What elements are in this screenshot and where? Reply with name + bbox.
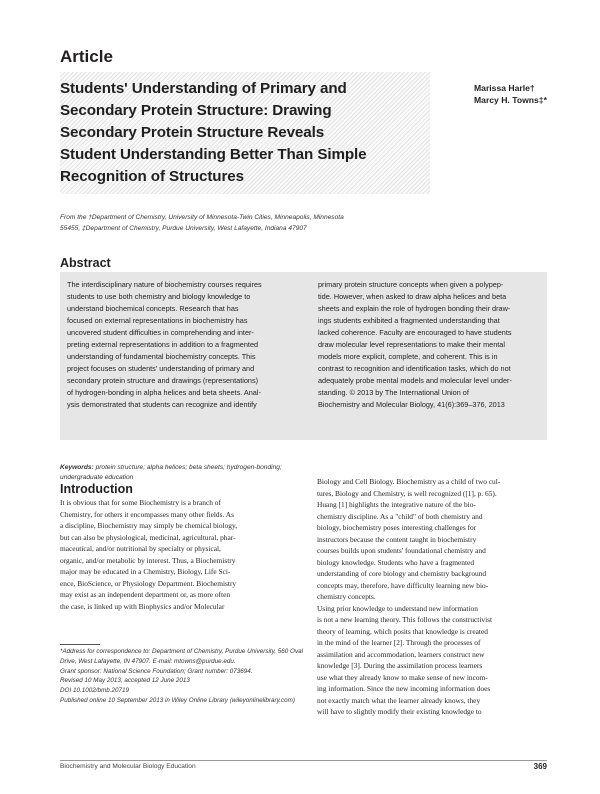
abstract-line: preting external representations in addition to a fragmented	[67, 340, 259, 349]
body-line: biology, biochemistry poses interesting challenges for	[317, 523, 477, 532]
article-label: Article	[60, 47, 113, 66]
abstract-line: ings students exhibited a fragmented understanding that	[318, 316, 500, 325]
body-line: not exactly match what the learner already knows, they	[317, 695, 481, 705]
body-line: in the mind of the learner [2]. Through the processes of	[317, 638, 481, 647]
author-name: Marcy H. Towns‡*	[474, 95, 547, 105]
footnote-doi: DOI 10.1002/bmb.20719	[60, 687, 129, 695]
body-line: tures, Biology and Chemistry, is well recognized ([1], p. 65).	[317, 488, 497, 498]
introduction-left-column	[60, 497, 315, 627]
body-line: organic, and/or metabolic by interest. Thus, a Biochemistry	[60, 555, 236, 565]
abstract-line: focused on external representations in biochemistry has	[67, 316, 248, 325]
abstract-line: students to use both chemistry and biology knowledge to	[67, 292, 251, 301]
abstract-line: sheets and explain the role of hydrogen bonding their draw-	[318, 304, 511, 313]
body-line: use what they already know to make sense of new incom-	[317, 672, 488, 682]
title-block	[60, 72, 430, 194]
abstract-line: of hydrogen-bonding in alpha helices and beta sheets. Anal-	[67, 388, 261, 397]
body-line: Biology and Cell Biology. Biochemistry as a child of two cul-	[317, 477, 501, 486]
body-line: Using prior knowledge to understand new information	[317, 603, 478, 613]
abstract-line: adequately probe mental models and molecular level under-	[318, 376, 512, 385]
introduction-heading: Introduction	[60, 482, 133, 496]
body-line: is not a new learning theory. This follows the constructivist	[317, 615, 493, 624]
abstract-line: draw molecular level representations to make their mental	[318, 340, 505, 349]
body-line: concepts may, therefore, have difficulty learning new bio-	[317, 580, 489, 590]
body-line: theory of learning, which posits that knowledge is created	[317, 626, 488, 636]
abstract-line: ysis demonstrated that students can recognize and identify	[67, 400, 257, 409]
body-line: chemistry concepts.	[317, 592, 376, 601]
abstract-line: understanding of fundamental biochemistry concepts. This	[67, 352, 256, 361]
body-line: instructors because the content taught in biochemistry	[317, 534, 477, 544]
body-line: assimilation and accommodation, learners construct new	[317, 649, 485, 659]
abstract-heading: Abstract	[60, 256, 111, 270]
body-line: the case, is linked up with Biophysics and/or Molecular	[60, 601, 225, 611]
footnote-correspondence: *Address for correspondence to: Department of Chemistry, Purdue University, 560 Oval Drive, West Lafayette, IN 47907. E-mail: mtowns@purdue.edu.	[60, 648, 304, 665]
title-line: Students' Understanding of Primary and	[60, 80, 347, 97]
keywords	[60, 463, 322, 483]
abstract-line: secondary protein structure and drawings (representations)	[67, 376, 259, 385]
body-line: courses builds upon students' foundational chemistry and	[317, 546, 486, 555]
abstract-line: contrast to recognition and identification tasks, which do not	[318, 364, 511, 373]
journal-name: Biochemistry and Molecular Biology Education	[60, 763, 196, 770]
keywords-label: Keywords:	[60, 464, 94, 471]
abstract-line: tide. However, when asked to draw alpha helices and beta	[318, 292, 507, 301]
abstract-line: models more explicit, complete, and coherent. This is in	[318, 352, 498, 361]
body-line: ence, BioScience, or Physiology Department. Biochemistry	[60, 578, 237, 588]
abstract-line: primary protein structure concepts when given a polypep-	[318, 280, 504, 289]
footnotes	[60, 647, 315, 706]
body-line: major may be educated in a Chemistry, Biology, Life Sci-	[60, 567, 231, 576]
title-line: Recognition of Structures	[60, 168, 244, 185]
body-line: but can also be physiological, medicinal, agricultural, phar-	[60, 532, 236, 542]
title-line: Student Understanding Better Than Simple	[60, 146, 367, 163]
body-line: Huang [1] highlights the integrative nature of the bio-	[317, 500, 476, 509]
body-line: ing information. Since the new incoming information does	[317, 684, 491, 693]
body-line: a discipline, Biochemistry may simply be chemical biology,	[60, 521, 238, 530]
affiliation: From the †Department of Chemistry, University of Minnesota-Twin Cities, Minneapolis, Minnesota 55455, ‡Department of Chemistry, Purdue University, West Lafayette, Indiana 47907	[60, 214, 344, 232]
body-line: Chemistry, for others it encompasses many other fields. As	[60, 509, 234, 519]
footer-divider	[60, 760, 547, 761]
footnote-published: Published online 10 September 2013 in Wiley Online Library (wileyonlinelibrary.com)	[60, 696, 296, 704]
body-line: may exist as an independent department or, as more often	[60, 590, 231, 599]
abstract-line: Biochemistry and Molecular Biology, 41(6):369–376, 2013	[318, 400, 505, 409]
body-line: chemistry discipline. As a "child" of both chemistry and	[317, 511, 483, 521]
footnote-divider	[60, 644, 100, 645]
abstract-line: lacked coherence. Faculty are encouraged to have students	[318, 328, 512, 337]
body-line: It is obvious that for some Biochemistry is a branch of	[60, 498, 221, 507]
body-line: understanding of core biology and chemistry background	[317, 569, 487, 578]
abstract-line: understand biochemical concepts. Research that has	[67, 304, 239, 313]
title-line: Secondary Protein Structure Reveals	[60, 124, 325, 141]
author-name: Marissa Harle†	[474, 83, 535, 93]
body-line: maceutical, and/or nutritional by specialty or physical,	[60, 544, 221, 553]
abstract-line: The interdisciplinary nature of biochemistry courses requires	[67, 280, 262, 289]
keywords-text: protein structure; alpha helices; beta sheets; hydrogen-bonding; undergraduate education	[60, 464, 282, 481]
author-list	[474, 82, 547, 106]
abstract-line: project focuses on students' understanding of primary and	[67, 364, 255, 373]
abstract-box	[60, 272, 547, 440]
body-line: knowledge [3]. During the assimilation process learners	[317, 661, 483, 670]
abstract-line: uncovered student difficulties in comprehending and inter-	[67, 328, 254, 337]
footnote-dates: Revised 10 May 2013; accepted 12 June 2013	[60, 677, 190, 685]
abstract-line: standing. © 2013 by The International Union of	[318, 388, 469, 397]
page-number: 369	[533, 762, 547, 771]
body-line: biology knowledge. Students who have a fragmented	[317, 557, 475, 567]
title-line: Secondary Protein Structure: Drawing	[60, 102, 332, 119]
introduction-right-column	[317, 476, 549, 726]
footnote-grant: Grant sponsor: National Science Foundation; Grant number: 073694.	[60, 667, 253, 675]
body-line: will have to slightly modify their existing knowledge to	[317, 707, 482, 716]
